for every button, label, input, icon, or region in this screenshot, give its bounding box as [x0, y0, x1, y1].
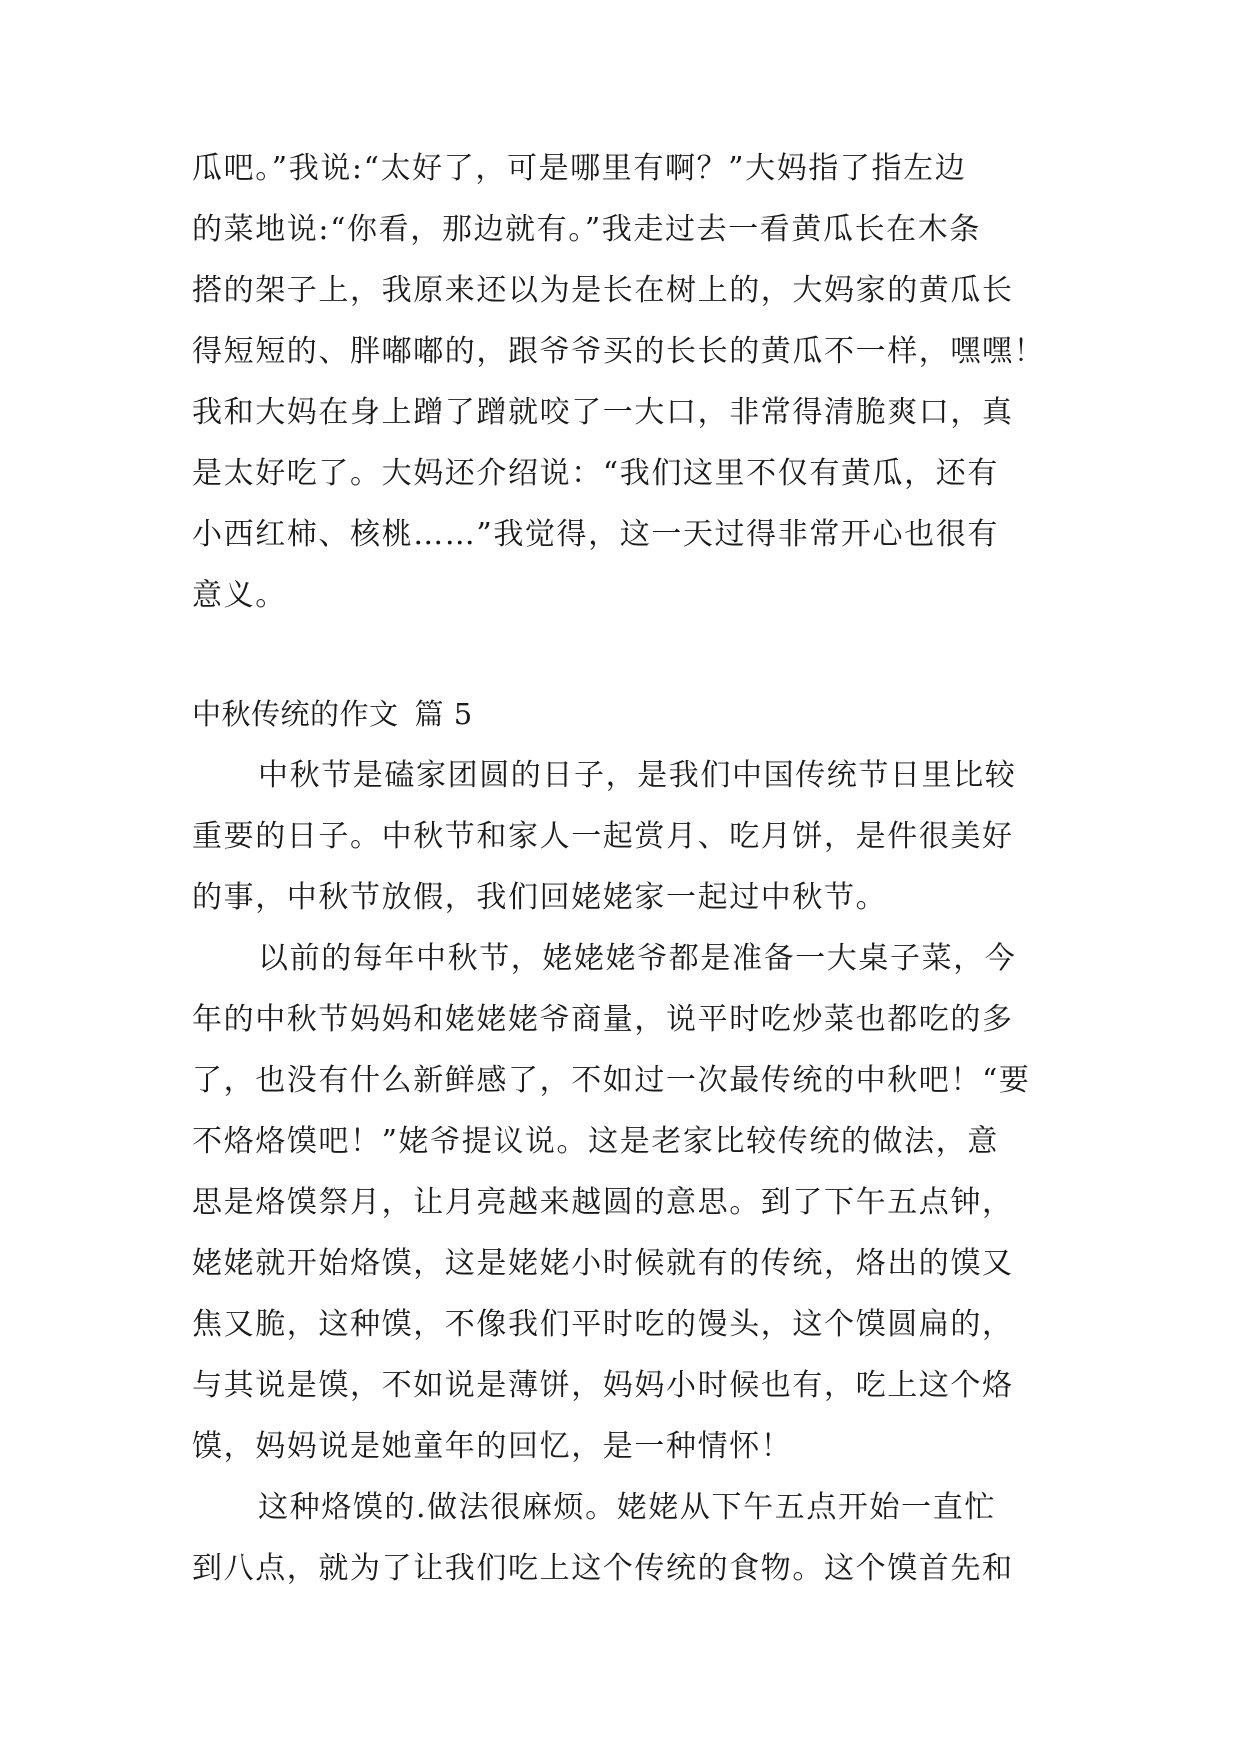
text-line: 瓜吧。”我说:“太好了，可是哪里有啊？”大妈指了指左边: [192, 151, 967, 186]
continuation-paragraph: [192, 138, 1072, 626]
paragraph-2: [192, 928, 1072, 1477]
text-line: 的事，中秋节放假，我们回姥姥家一起过中秋节。: [192, 880, 888, 915]
text-line: 年的中秋节妈妈和姥姥姥爷商量，说平时吃炒菜也都吃的多: [192, 1002, 1014, 1037]
paragraph-1: [192, 745, 1072, 928]
text-line: 姥姥就开始烙馍，这是姥姥小时候就有的传统，烙出的馍又: [192, 1246, 1014, 1281]
paragraph-3: [192, 1477, 1072, 1599]
section-number: 篇 5: [414, 697, 473, 731]
text-line: 得短短的、胖嘟嘟的，跟爷爷买的长长的黄瓜不一样，嘿嘿！: [192, 334, 1046, 369]
text-line: 与其说是馍，不如说是薄饼，妈妈小时候也有，吃上这个烙: [192, 1368, 1014, 1403]
text-line: 意义。: [192, 578, 287, 613]
text-line: 这种烙馍的.做法很麻烦。姥姥从下午五点开始一直忙: [258, 1490, 996, 1525]
text-line: 焦又脆，这种馍，不像我们平时吃的馒头，这个馍圆扁的，: [192, 1307, 1014, 1342]
section-title: 中秋传统的作文: [192, 697, 399, 731]
text-line: 中秋节是磕家团圆的日子，是我们中国传统节日里比较: [258, 758, 1017, 793]
text-line: 了，也没有什么新鲜感了，不如过一次最传统的中秋吧！“要: [192, 1063, 1031, 1098]
text-line: 到八点，就为了让我们吃上这个传统的食物。这个馍首先和: [192, 1551, 1014, 1586]
text-line: 重要的日子。中秋节和家人一起赏月、吃月饼，是件很美好: [192, 819, 1014, 854]
text-line: 以前的每年中秋节，姥姥姥爷都是准备一大桌子菜，今: [258, 941, 1017, 976]
text-line: 是太好吃了。大妈还介绍说：“我们这里不仅有黄瓜，还有: [192, 456, 999, 491]
text-line: 不烙烙馍吧！”姥爷提议说。这是老家比较传统的做法，意: [192, 1124, 999, 1159]
section-heading: [192, 684, 473, 745]
text-line: 小西红柿、核桃……”我觉得，这一天过得非常开心也很有: [192, 517, 999, 552]
text-line: 的菜地说:“你看，那边就有。”我走过去一看黄瓜长在木条: [192, 212, 981, 247]
text-line: 思是烙馍祭月，让月亮越来越圆的意思。到了下午五点钟，: [192, 1185, 1014, 1220]
text-line: 搭的架子上，我原来还以为是长在树上的，大妈家的黄瓜长: [192, 273, 1014, 308]
text-line: 馍，妈妈说是她童年的回忆，是一种情怀！: [192, 1429, 793, 1464]
text-line: 我和大妈在身上蹭了蹭就咬了一大口，非常得清脆爽口，真: [192, 395, 1014, 430]
